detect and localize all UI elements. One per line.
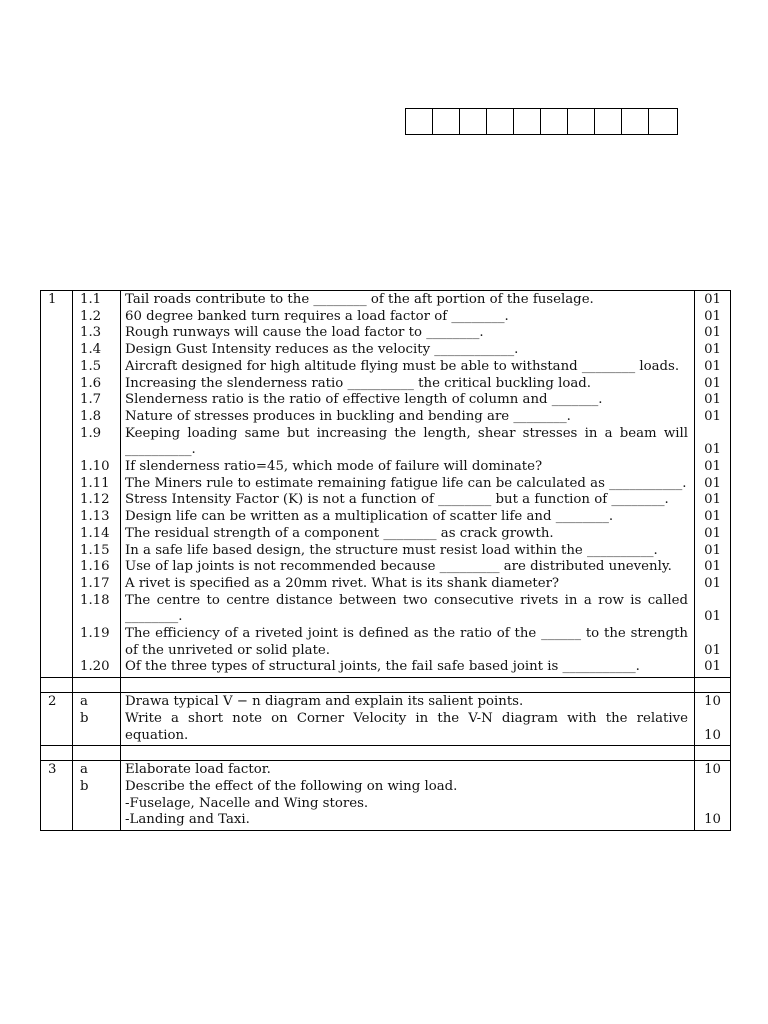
sub-question-label: 1.14 xyxy=(73,526,121,543)
question-number xyxy=(41,492,73,509)
sub-question-label: 1.17 xyxy=(73,576,121,593)
sub-question-label: 1.6 xyxy=(73,376,121,393)
marks: 10 xyxy=(695,693,731,711)
question-text: Rough runways will cause the load factor to ________. xyxy=(121,325,695,342)
sub-question-label: 1.2 xyxy=(73,309,121,326)
spacer-cell xyxy=(73,746,121,761)
question-number xyxy=(41,392,73,409)
question-text: If slenderness ratio=45, which mode of failure will dominate? xyxy=(121,459,695,476)
question-text: The centre to centre distance between two consecutive rivets in a row is called ________. xyxy=(121,593,695,626)
usn-digit-box[interactable] xyxy=(514,109,541,134)
question-number xyxy=(41,543,73,560)
question-number xyxy=(41,325,73,342)
question-row xyxy=(41,476,731,493)
marks: 01 xyxy=(695,576,731,593)
question-text: Aircraft designed for high altitude flying must be able to withstand ________ loads. xyxy=(121,359,695,376)
marks: 10 xyxy=(695,761,731,779)
marks: 01 xyxy=(695,492,731,509)
question-number xyxy=(41,711,73,746)
question-text: Elaborate load factor. xyxy=(121,761,695,779)
sub-question-label: 1.13 xyxy=(73,509,121,526)
question-text: Describe the effect of the following on wing load. -Fuselage, Nacelle and Wing stores. -Landing and Taxi. xyxy=(121,779,695,831)
sub-question-label: b xyxy=(73,711,121,746)
usn-digit-box[interactable] xyxy=(595,109,622,134)
usn-digit-box[interactable] xyxy=(433,109,460,134)
question-text: The Miners rule to estimate remaining fatigue life can be calculated as ___________. xyxy=(121,476,695,493)
sub-question-label: 1.15 xyxy=(73,543,121,560)
sub-question-label: 1.3 xyxy=(73,325,121,342)
section-spacer-row xyxy=(41,746,731,761)
question-row xyxy=(41,779,731,831)
question-text: Nature of stresses produces in buckling and bending are ________. xyxy=(121,409,695,426)
marks: 01 xyxy=(695,593,731,626)
marks: 01 xyxy=(695,659,731,677)
question-number xyxy=(41,359,73,376)
question-text: Stress Intensity Factor (K) is not a function of ________ but a function of ________. xyxy=(121,492,695,509)
question-text: 60 degree banked turn requires a load factor of ________. xyxy=(121,309,695,326)
question-number: 1 xyxy=(41,291,73,309)
marks: 01 xyxy=(695,291,731,309)
marks: 01 xyxy=(695,626,731,659)
marks: 10 xyxy=(695,779,731,831)
spacer-cell xyxy=(695,678,731,693)
question-row xyxy=(41,409,731,426)
usn-digit-box[interactable] xyxy=(622,109,649,134)
question-text: A rivet is specified as a 20mm rivet. What is its shank diameter? xyxy=(121,576,695,593)
usn-entry-boxes[interactable] xyxy=(405,108,678,135)
marks: 01 xyxy=(695,359,731,376)
marks: 01 xyxy=(695,376,731,393)
sub-question-label: 1.7 xyxy=(73,392,121,409)
usn-digit-box[interactable] xyxy=(649,109,677,134)
marks: 01 xyxy=(695,309,731,326)
marks: 01 xyxy=(695,526,731,543)
sub-question-label: 1.5 xyxy=(73,359,121,376)
marks: 01 xyxy=(695,342,731,359)
marks: 01 xyxy=(695,543,731,560)
sub-question-label: 1.10 xyxy=(73,459,121,476)
question-number xyxy=(41,593,73,626)
question-text: Design life can be written as a multiplication of scatter life and ________. xyxy=(121,509,695,526)
sub-question-label: 1.4 xyxy=(73,342,121,359)
question-number: 2 xyxy=(41,693,73,711)
question-row xyxy=(41,392,731,409)
question-row xyxy=(41,309,731,326)
sub-question-label: 1.1 xyxy=(73,291,121,309)
usn-digit-box[interactable] xyxy=(541,109,568,134)
sub-question-label: 1.8 xyxy=(73,409,121,426)
question-number: 3 xyxy=(41,761,73,779)
marks: 01 xyxy=(695,325,731,342)
spacer-cell xyxy=(121,746,695,761)
question-row xyxy=(41,426,731,459)
spacer-cell xyxy=(73,678,121,693)
question-table xyxy=(40,290,731,831)
marks: 10 xyxy=(695,711,731,746)
question-text: In a safe life based design, the structure must resist load within the __________. xyxy=(121,543,695,560)
question-text: Write a short note on Corner Velocity in the V-N diagram with the relative equation. xyxy=(121,711,695,746)
sub-question-label: a xyxy=(73,693,121,711)
question-row xyxy=(41,761,731,779)
question-row xyxy=(41,342,731,359)
question-number xyxy=(41,526,73,543)
question-row xyxy=(41,291,731,309)
marks: 01 xyxy=(695,392,731,409)
sub-question-label: 1.19 xyxy=(73,626,121,659)
question-row xyxy=(41,325,731,342)
usn-digit-box[interactable] xyxy=(568,109,595,134)
usn-digit-box[interactable] xyxy=(460,109,487,134)
question-row xyxy=(41,543,731,560)
marks: 01 xyxy=(695,476,731,493)
sub-question-label: 1.20 xyxy=(73,659,121,677)
question-number xyxy=(41,659,73,677)
question-text: The residual strength of a component ________ as crack growth. xyxy=(121,526,695,543)
sub-question-label: 1.18 xyxy=(73,593,121,626)
question-text: Of the three types of structural joints, the fail safe based joint is ___________. xyxy=(121,659,695,677)
question-row xyxy=(41,693,731,711)
question-number xyxy=(41,576,73,593)
question-row xyxy=(41,376,731,393)
marks: 01 xyxy=(695,409,731,426)
question-row xyxy=(41,711,731,746)
sub-question-label: 1.9 xyxy=(73,426,121,459)
usn-digit-box[interactable] xyxy=(487,109,514,134)
question-row xyxy=(41,509,731,526)
sub-question-label: 1.16 xyxy=(73,559,121,576)
section-spacer-row xyxy=(41,678,731,693)
question-text: Tail roads contribute to the ________ of the aft portion of the fuselage. xyxy=(121,291,695,309)
question-text: Increasing the slenderness ratio __________ the critical buckling load. xyxy=(121,376,695,393)
marks: 01 xyxy=(695,459,731,476)
question-number xyxy=(41,376,73,393)
question-number xyxy=(41,309,73,326)
spacer-cell xyxy=(41,678,73,693)
question-number xyxy=(41,626,73,659)
question-text: Keeping loading same but increasing the length, shear stresses in a beam will __________. xyxy=(121,426,695,459)
question-text: Drawa typical V − n diagram and explain its salient points. xyxy=(121,693,695,711)
question-text: The efficiency of a riveted joint is defined as the ratio of the ______ to the strength of the unriveted or solid plate. xyxy=(121,626,695,659)
question-number xyxy=(41,476,73,493)
question-number xyxy=(41,426,73,459)
question-row xyxy=(41,526,731,543)
question-number xyxy=(41,459,73,476)
sub-question-label: 1.11 xyxy=(73,476,121,493)
question-row xyxy=(41,492,731,509)
question-row xyxy=(41,659,731,677)
question-row xyxy=(41,359,731,376)
question-text: Design Gust Intensity reduces as the velocity ____________. xyxy=(121,342,695,359)
marks: 01 xyxy=(695,509,731,526)
question-row xyxy=(41,459,731,476)
spacer-cell xyxy=(121,678,695,693)
marks: 01 xyxy=(695,559,731,576)
sub-question-label: b xyxy=(73,779,121,831)
sub-question-label: 1.12 xyxy=(73,492,121,509)
usn-digit-box[interactable] xyxy=(406,109,433,134)
question-row xyxy=(41,626,731,659)
question-text: Use of lap joints is not recommended because _________ are distributed unevenly. xyxy=(121,559,695,576)
question-number xyxy=(41,409,73,426)
question-number xyxy=(41,342,73,359)
question-text: Slenderness ratio is the ratio of effective length of column and _______. xyxy=(121,392,695,409)
sub-question-label: a xyxy=(73,761,121,779)
spacer-cell xyxy=(695,746,731,761)
spacer-cell xyxy=(41,746,73,761)
question-row xyxy=(41,559,731,576)
question-number xyxy=(41,779,73,831)
question-row xyxy=(41,593,731,626)
question-row xyxy=(41,576,731,593)
marks: 01 xyxy=(695,426,731,459)
question-number xyxy=(41,559,73,576)
question-number xyxy=(41,509,73,526)
